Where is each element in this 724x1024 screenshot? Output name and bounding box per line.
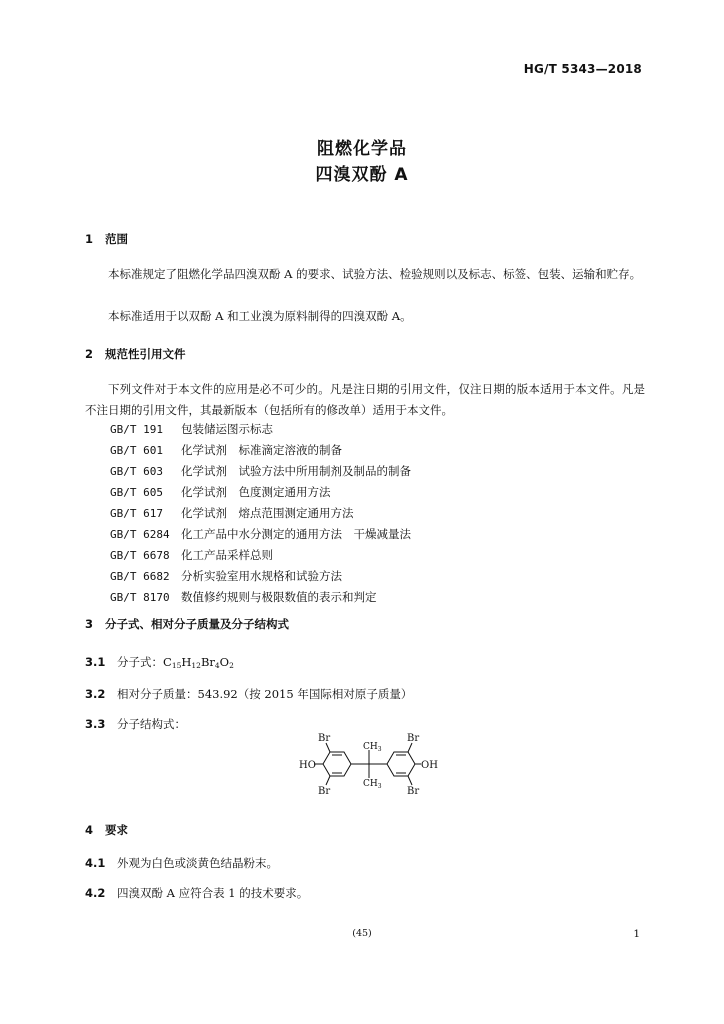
reference-code: GB/T 603: [110, 465, 163, 478]
ho-label: HO: [299, 760, 316, 771]
reference-code: GB/T 6678: [110, 549, 170, 562]
section-4-heading: [85, 822, 128, 838]
reference-title: 化学试剂 熔点范围测定通用方法: [181, 506, 354, 520]
standard-code: HG/T 5343—2018: [523, 62, 642, 76]
section-4-number: 4: [85, 823, 94, 837]
oh-label: OH: [421, 760, 438, 771]
reference-item: [110, 526, 411, 542]
item-3-2-number: 3.2: [85, 687, 106, 701]
br-top-right-label: Br: [407, 733, 420, 744]
page-number: 1: [633, 928, 640, 940]
reference-code: GB/T 601: [110, 444, 163, 457]
item-4-1-text: 外观为白色或淡黄色结晶粉末。: [117, 856, 278, 870]
section-1-heading: [85, 231, 128, 247]
section-1-paragraph-1: 本标准规定了阻燃化学品四溴双酚 A 的要求、试验方法、检验规则以及标志、标签、包装、运输和贮存。: [108, 267, 642, 281]
reference-title: 化工产品采样总则: [181, 548, 273, 562]
reference-item: [110, 568, 342, 584]
item-3-3-number: 3.3: [85, 717, 106, 731]
item-3-1-number: 3.1: [85, 655, 106, 669]
title-line-1: 阻燃化学品: [317, 139, 407, 159]
reference-title: 化学试剂 标准滴定溶液的制备: [181, 443, 342, 457]
reference-code: GB/T 605: [110, 486, 163, 499]
ch3-top-label: $CH_3$: [363, 742, 382, 753]
reference-item: [110, 421, 273, 437]
item-4-1: [85, 855, 278, 871]
reference-code: GB/T 8170: [110, 591, 170, 604]
item-3-1: [85, 654, 234, 670]
reference-title: 包装储运图示标志: [181, 422, 273, 436]
section-3-title: 分子式、相对分子质量及分子结构式: [105, 617, 289, 631]
br-bottom-left-label: Br: [318, 786, 331, 797]
br-top-left-label: Br: [318, 733, 331, 744]
item-3-3-text: 分子结构式：: [117, 717, 186, 731]
molecular-formula: $C_{15}H_{12}Br_4O_2$: [163, 655, 234, 670]
section-3-number: 3: [85, 617, 94, 631]
section-2-intro: 下列文件对于本文件的应用是必不可少的。凡是注日期的引用文件，仅注日期的版本适用于本文件。凡是不注日期的引用文件，其最新版本（包括所有的修改单）适用于本文件。: [85, 382, 645, 417]
section-2-heading: [85, 346, 186, 362]
ch3-bottom-label: $CH_3$: [363, 779, 382, 790]
reference-item: [110, 484, 331, 500]
reference-title: 化学试剂 色度测定通用方法: [181, 485, 331, 499]
reference-item: [110, 547, 273, 563]
reference-title: 化工产品中水分测定的通用方法 干燥减量法: [181, 527, 411, 541]
section-2-number: 2: [85, 347, 94, 361]
item-3-2: [85, 686, 412, 702]
reference-item: [110, 463, 411, 479]
br-bottom-right-label: Br: [407, 786, 420, 797]
section-4-title: 要求: [105, 823, 128, 837]
item-3-2-text: 相对分子质量：543.92（按 2015 年国际相对原子质量）: [117, 687, 413, 701]
reference-code: GB/T 6682: [110, 570, 170, 583]
section-2-title: 规范性引用文件: [105, 347, 186, 361]
reference-code: GB/T 191: [110, 423, 163, 436]
item-4-2-text: 四溴双酚 A 应符合表 1 的技术要求。: [117, 886, 309, 900]
reference-item: [110, 589, 377, 605]
reference-title: 化学试剂 试验方法中所用制剂及制品的制备: [181, 464, 411, 478]
title-line-2: 四溴双酚 A: [315, 165, 409, 185]
section-3-heading: [85, 616, 289, 632]
section-1-title: 范围: [105, 232, 128, 246]
item-4-1-number: 4.1: [85, 856, 106, 870]
structural-formula-diagram: [290, 728, 450, 798]
item-4-2: [85, 885, 308, 901]
section-1-paragraph-2: 本标准适用于以双酚 A 和工业溴为原料制得的四溴双酚 A。: [108, 309, 412, 323]
item-4-2-number: 4.2: [85, 886, 106, 900]
reference-code: GB/T 617: [110, 507, 163, 520]
footer-center-page: (45): [352, 928, 372, 939]
item-3-3: [85, 716, 186, 732]
section-1-number: 1: [85, 232, 94, 246]
reference-item: [110, 442, 342, 458]
item-3-1-label: 分子式：: [117, 655, 163, 669]
reference-item: [110, 505, 354, 521]
reference-code: GB/T 6284: [110, 528, 170, 541]
reference-title: 分析实验室用水规格和试验方法: [181, 569, 342, 583]
reference-title: 数值修约规则与极限数值的表示和判定: [181, 590, 377, 604]
